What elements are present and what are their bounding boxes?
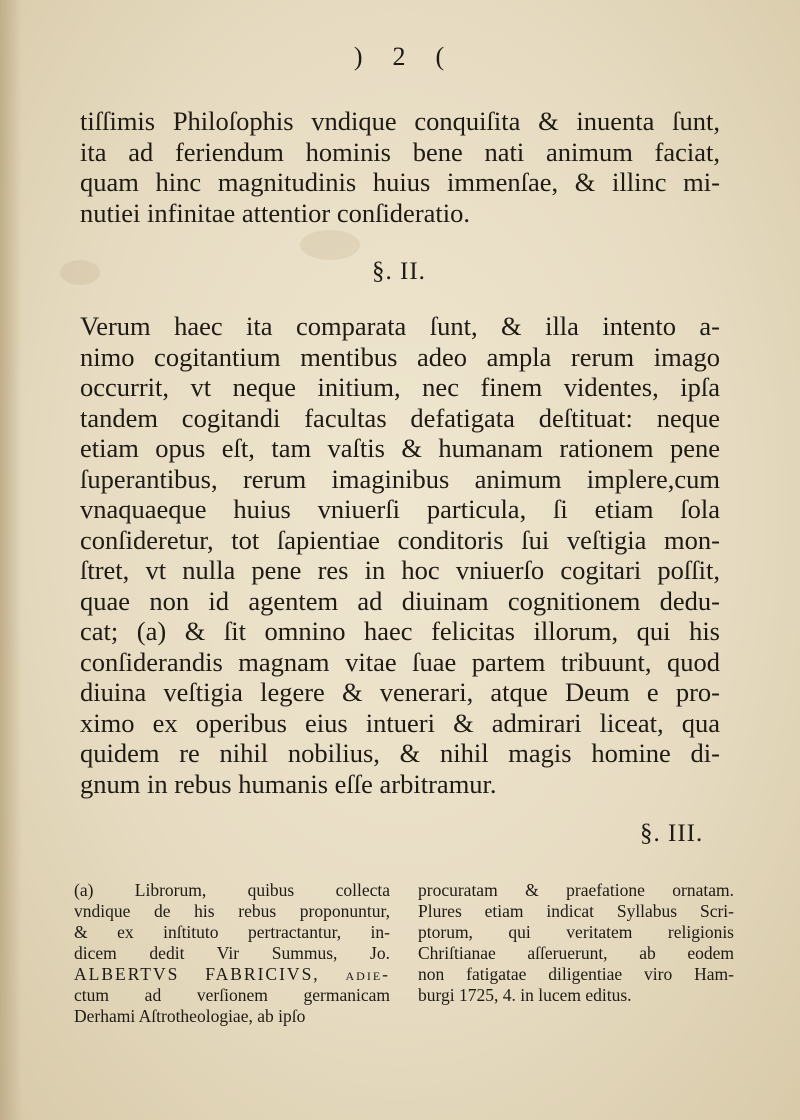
text-line: ſuperantibus, rerum imaginibus animum implere,cum bbox=[80, 463, 720, 494]
text-line: vnaquaeque huius vniuerſi particula, ſi etiam ſola bbox=[80, 494, 720, 524]
text-line: ſtret, vt nulla pene res in hoc vniuerſo cogitari poſſit, bbox=[80, 555, 720, 585]
page-gutter-shadow bbox=[0, 0, 22, 1120]
text-line: ita ad feriendum hominis bene nati animum faciat, bbox=[80, 136, 720, 167]
text-line: etiam opus eſt, tam vaſtis & humanam rationem pene bbox=[80, 433, 720, 463]
footnote-line: & ex inſtituto pertractantur, in- bbox=[74, 922, 390, 942]
footnote-line: ctum ad verſionem germanicam bbox=[74, 985, 390, 1005]
footnote bbox=[74, 880, 734, 1027]
text-line: tiſſimis Philoſophis vndique conquiſita & inuenta ſunt, bbox=[80, 106, 720, 136]
text-line: conſideretur, tot ſapientiae conditoris ſui veſtigia mon- bbox=[80, 524, 720, 555]
page-number: 2 bbox=[392, 42, 408, 71]
footnote-line: dicem dedit Vir Summus, Jo. bbox=[74, 943, 390, 963]
footnote-line: (a) Librorum, quibus collecta bbox=[74, 880, 390, 900]
header-right-paren: ( bbox=[435, 42, 447, 71]
text-line: gnum in rebus humanis eſſe arbitramur. bbox=[80, 768, 497, 799]
footnote-line: vndique de his rebus proponuntur, bbox=[74, 901, 390, 921]
text-line: occurrit, vt neque initium, nec finem videntes, ipſa bbox=[80, 372, 720, 402]
text-line: quidem re nihil nobilius, & nihil magis homine di- bbox=[80, 738, 720, 768]
running-header bbox=[0, 42, 800, 72]
intro-paragraph bbox=[80, 106, 720, 228]
text-line: quam hinc magnitudinis huius immenſae, & illinc mi- bbox=[80, 167, 720, 197]
text-line: quae non id agentem ad diuinam cognitionem dedu- bbox=[80, 585, 720, 616]
footnote-line: ALBERTVS FABRICIVS, adie- bbox=[74, 964, 390, 984]
paper-stain bbox=[300, 230, 360, 260]
footnote-line: procuratam & praefatione ornatam. bbox=[418, 880, 734, 900]
paper-stain bbox=[60, 260, 100, 285]
section-2-paragraph bbox=[80, 311, 720, 799]
footnote-line: Plures etiam indicat Syllabus Scri- bbox=[418, 901, 734, 921]
text-line: nutiei infinitae attentior conſideratio. bbox=[80, 197, 471, 228]
footnote-line: Chriſtianae aſſeruerunt, ab eodem bbox=[418, 943, 734, 963]
text-line: Verum haec ita comparata ſunt, & illa intento a- bbox=[80, 311, 720, 341]
text-line: conſiderandis magnam vitae ſuae partem tribuunt, quod bbox=[80, 646, 720, 677]
header-left-paren: ) bbox=[353, 42, 365, 71]
footnote-line: ptorum, qui veritatem religionis bbox=[418, 922, 734, 942]
text-line: cat; (a) & ſit omnino haec felicitas illorum, qui his bbox=[80, 616, 720, 646]
text-line: nimo cogitantium mentibus adeo ampla rerum imago bbox=[80, 341, 720, 372]
text-line: tandem cogitandi facultas defatigata deſtituat: neque bbox=[80, 402, 720, 433]
footnote-line: burgi 1725, 4. in lucem editus. bbox=[418, 985, 632, 1005]
section-heading-2: §. II. bbox=[372, 258, 426, 285]
footnote-line: non fatigatae diligentiae viro Ham- bbox=[418, 964, 734, 984]
text-line: ximo ex operibus eius intueri & admirari liceat, qua bbox=[80, 707, 720, 738]
text-line: diuina veſtigia legere & venerari, atque Deum e pro- bbox=[80, 677, 720, 707]
footnote-left-column bbox=[74, 880, 390, 1027]
footnote-line: Derhami Aſtrotheologiae, ab ipſo bbox=[74, 1006, 306, 1026]
footnote-right-column bbox=[418, 880, 734, 1027]
section-heading-3: §. III. bbox=[640, 820, 704, 847]
